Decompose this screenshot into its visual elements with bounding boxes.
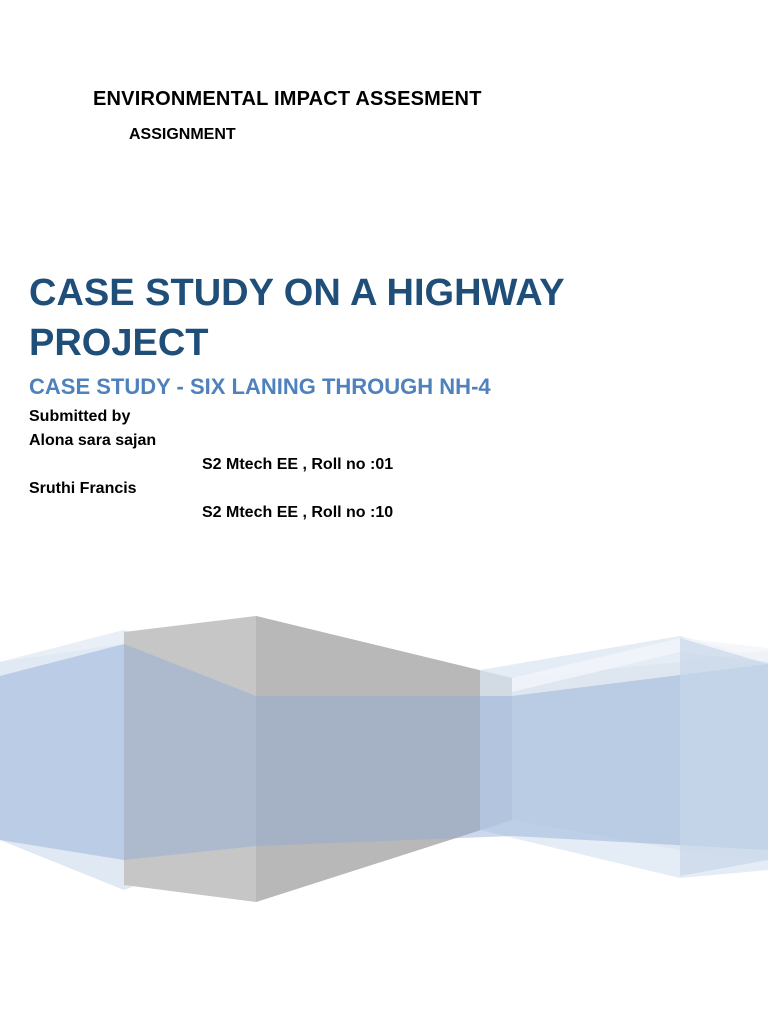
document-title xyxy=(29,268,749,368)
ribbon-end-accent xyxy=(680,638,768,876)
author-details: S2 Mtech EE , Roll no :01 xyxy=(202,456,394,473)
title-line-2: PROJECT xyxy=(29,322,209,364)
document-subtitle: CASE STUDY - SIX LANING THROUGH NH-4 xyxy=(29,374,491,399)
author-details: S2 Mtech EE , Roll no :10 xyxy=(202,504,394,521)
submitted-by-label: Submitted by xyxy=(29,408,131,425)
decorative-graphic xyxy=(0,600,768,920)
assignment-label: ASSIGNMENT xyxy=(129,126,236,143)
title-line-1: CASE STUDY ON A HIGHWAY xyxy=(29,272,565,314)
author-name: Sruthi Francis xyxy=(29,480,137,497)
course-title: ENVIRONMENTAL IMPACT ASSESMENT xyxy=(93,88,482,110)
author-name: Alona sara sajan xyxy=(29,432,157,449)
